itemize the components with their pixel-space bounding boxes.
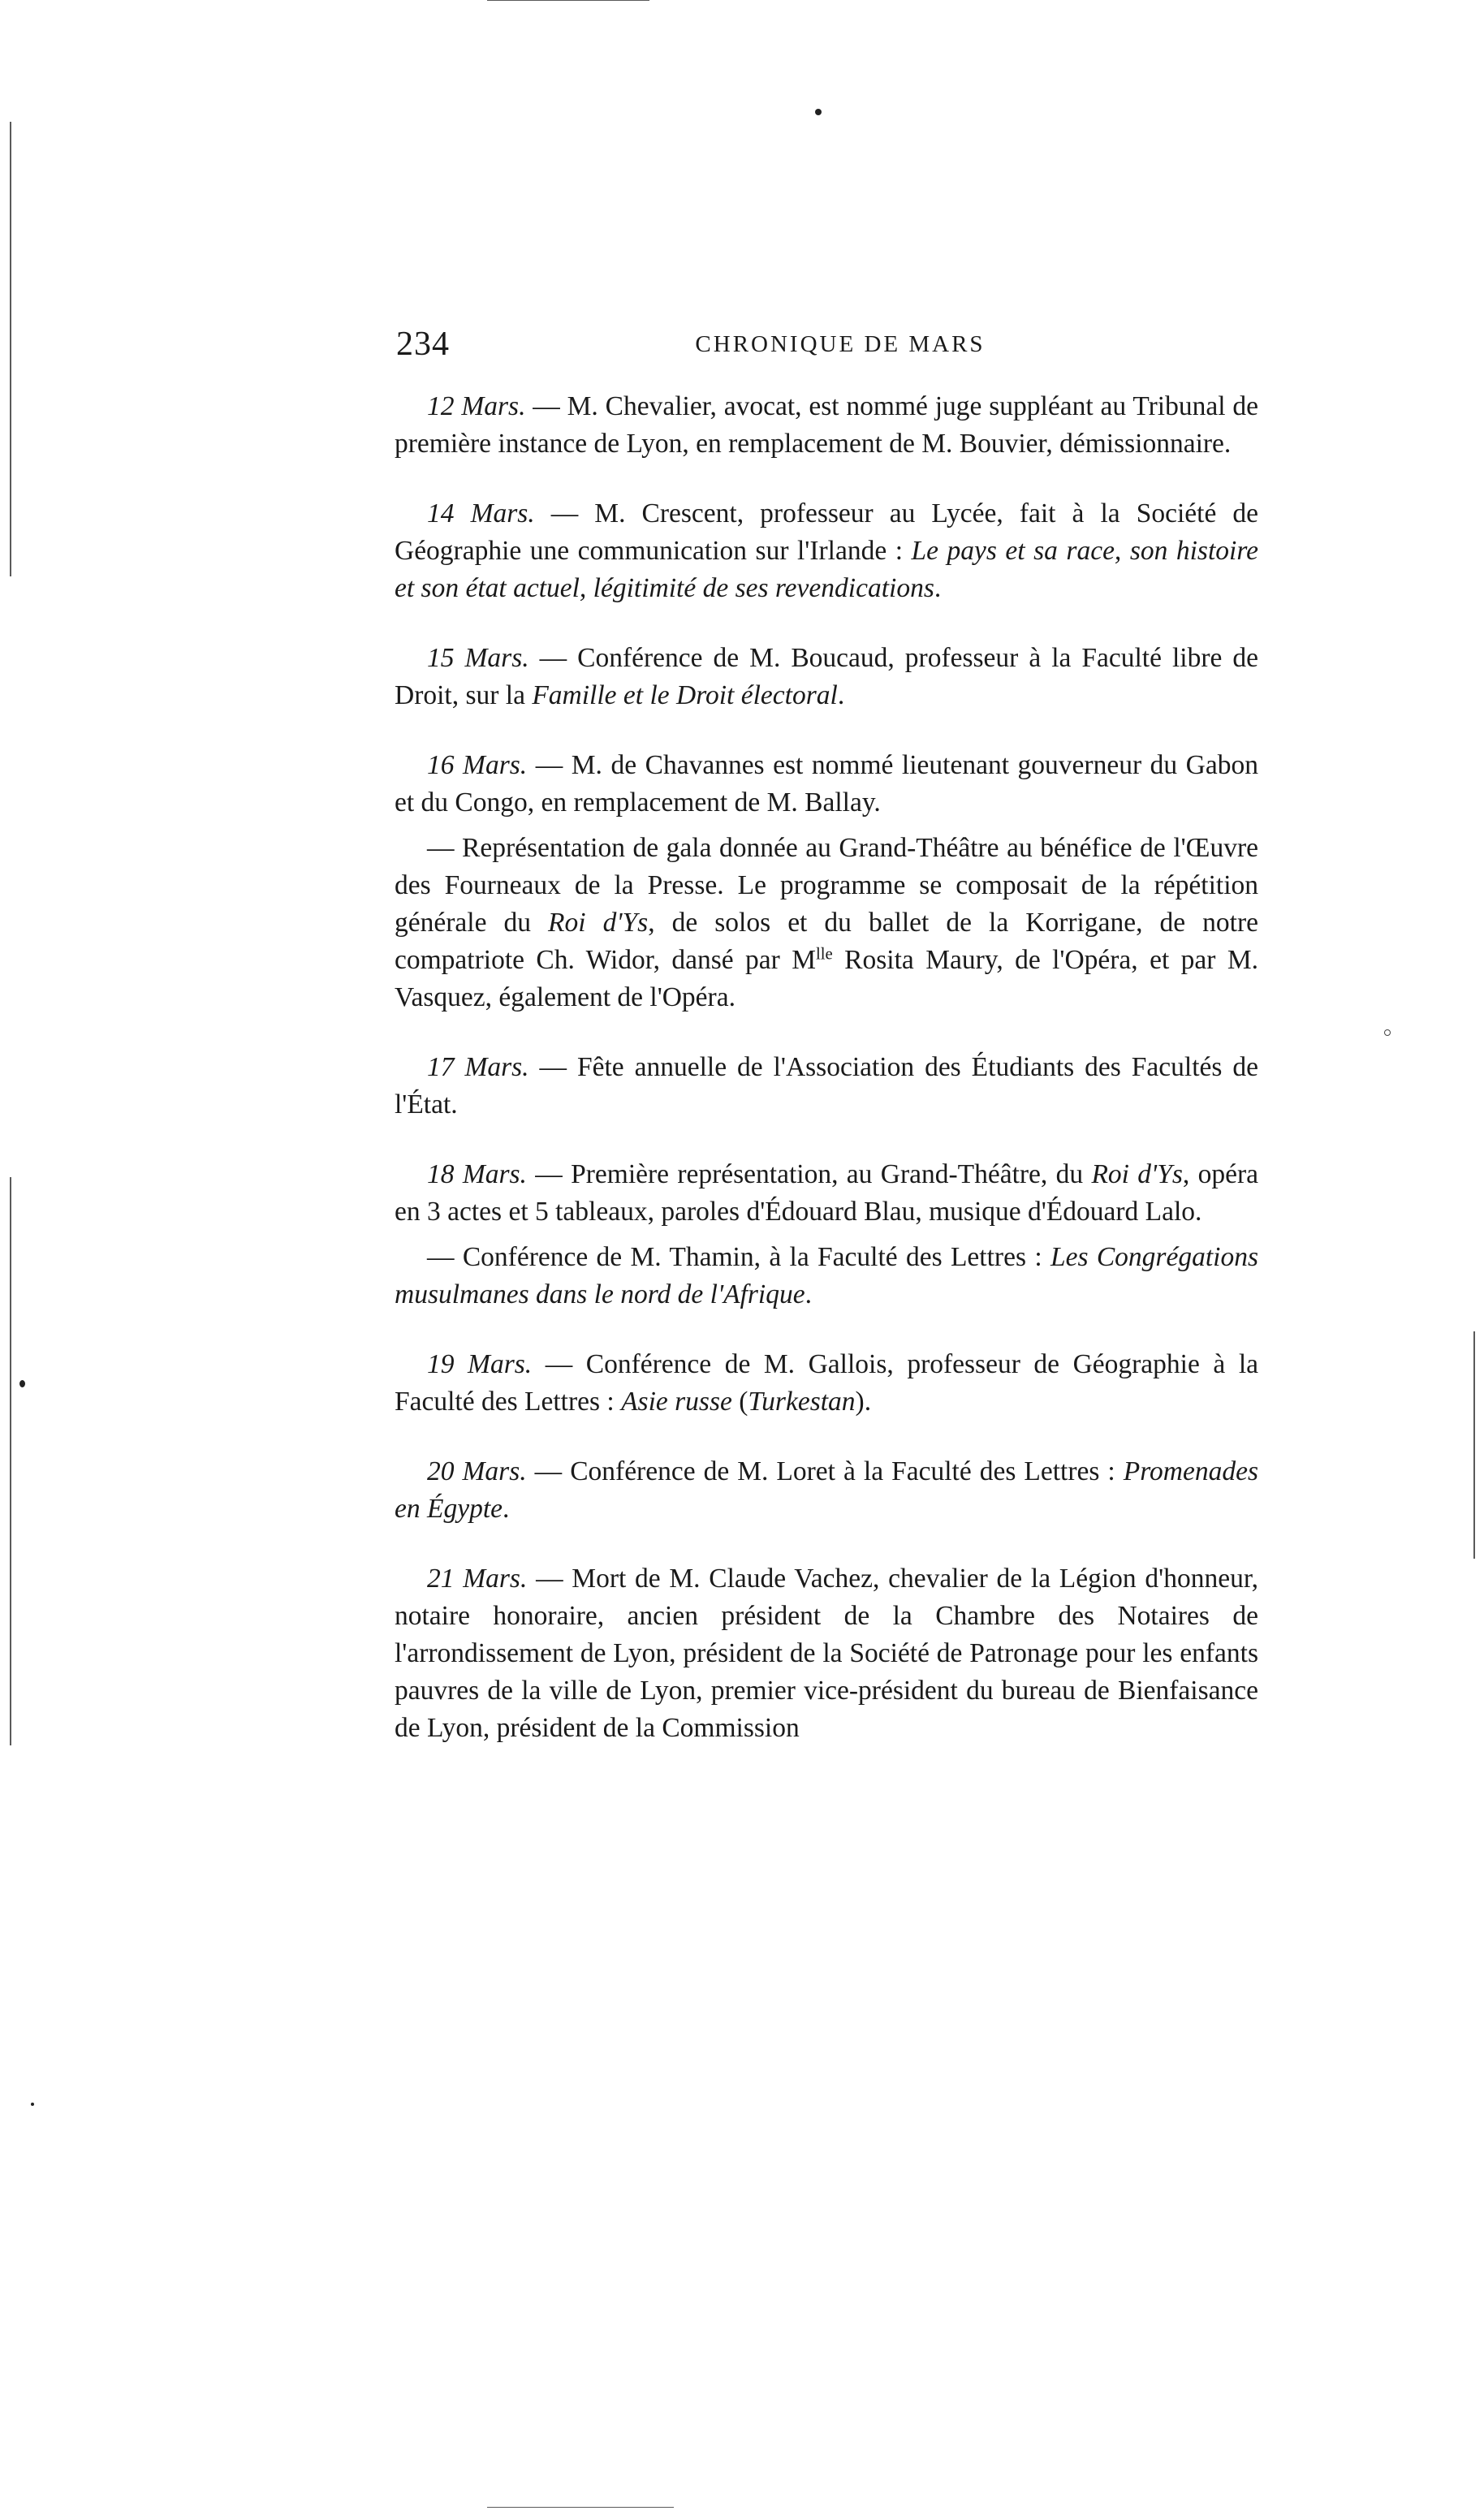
chronicle-entry xyxy=(395,1560,1258,1747)
scan-edge-bottom xyxy=(487,2507,674,2508)
entry-date: 15 Mars. xyxy=(427,643,529,673)
text-run: — M. Chevalier, avocat, est nommé juge suppléant au Tribunal de première instance de Lyon, en remplacement de M. Bouvier, démissionnaire. xyxy=(395,391,1258,459)
chronicle-entry xyxy=(395,1453,1258,1528)
chronicle-entry xyxy=(395,1156,1258,1314)
text-run: ( xyxy=(731,1387,748,1417)
italic-title: Roi d'Ys xyxy=(1091,1159,1183,1189)
entry-paragraph xyxy=(395,747,1258,822)
entry-paragraph xyxy=(395,640,1258,714)
italic-title: Turkestan xyxy=(748,1387,856,1417)
italic-title: Asie russe xyxy=(621,1387,732,1417)
scan-edge-left xyxy=(10,122,11,576)
italic-title: Famille et le Droit électoral xyxy=(532,680,838,710)
scan-speck xyxy=(31,2103,34,2106)
text-run: ). xyxy=(855,1387,872,1417)
text-run: . xyxy=(837,680,845,710)
entry-date: 17 Mars. xyxy=(427,1052,529,1082)
text-run: . xyxy=(805,1279,812,1309)
entry-paragraph xyxy=(395,1453,1258,1528)
chronicle-entry xyxy=(395,747,1258,1016)
entry-date: 18 Mars. xyxy=(427,1159,527,1189)
page-number: 234 xyxy=(396,326,450,363)
text-run: — Représentation de gala donnée au Grand-Théâtre au bénéfice de l'Œuvre des Fourneaux de la Presse. Le programme se composait de la répétition générale du xyxy=(395,833,1258,938)
chronicle-text xyxy=(395,388,1258,1779)
text-run: — Fête annuelle de l'Association des Étudiants des Facultés de l'État. xyxy=(395,1052,1258,1119)
superscript: lle xyxy=(816,944,833,964)
scan-speck xyxy=(815,109,822,115)
text-run: . xyxy=(934,573,942,603)
text-run: — Conférence de M. Gallois, professeur de Géographie à la Faculté des Lettres : xyxy=(395,1349,1259,1417)
scan-edge-left-lower xyxy=(10,1177,11,1745)
italic-title: Promenades en Égypte xyxy=(395,1456,1259,1524)
chronicle-entry xyxy=(395,495,1258,607)
entry-paragraph xyxy=(395,830,1258,1016)
entry-paragraph xyxy=(395,495,1258,607)
entry-date: 19 Mars. xyxy=(427,1349,533,1379)
running-title: CHRONIQUE DE MARS xyxy=(695,331,986,357)
entry-paragraph xyxy=(395,1239,1258,1314)
text-run: , de solos et du ballet de la Korrigane, de notre compatriote Ch. Widor, dansé par M xyxy=(395,908,1258,975)
text-run: Rosita Maury, de l'Opéra, et par M. Vasquez, également de l'Opéra. xyxy=(395,945,1259,1012)
text-run: — M. Crescent, professeur au Lycée, fait à la Société de Géographie une communication sur l'Irlande : xyxy=(395,498,1258,566)
text-run: — Conférence de M. Loret à la Faculté des Lettres : xyxy=(526,1456,1124,1486)
entry-date: 14 Mars. xyxy=(427,498,535,528)
text-run: , opéra en 3 actes et 5 tableaux, paroles d'Édouard Blau, musique d'Édouard Lalo. xyxy=(395,1159,1258,1227)
entry-paragraph xyxy=(395,1346,1258,1421)
page-header xyxy=(396,325,1260,373)
scan-edge-top xyxy=(487,0,649,1)
text-run: — Conférence de M. Thamin, à la Faculté des Lettres : xyxy=(427,1242,1050,1272)
entry-paragraph xyxy=(395,388,1258,463)
text-run: — M. de Chavannes est nommé lieutenant gouverneur du Gabon et du Congo, en remplacement de M. Ballay. xyxy=(395,750,1258,817)
entry-paragraph xyxy=(395,1156,1258,1231)
entry-date: 21 Mars. xyxy=(427,1564,528,1594)
italic-title: Roi d'Ys xyxy=(548,908,649,938)
entry-date: 12 Mars. xyxy=(427,391,526,421)
chronicle-entry xyxy=(395,640,1258,714)
italic-title: Les Congrégations musulmanes dans le nord de l'Afrique xyxy=(395,1242,1258,1309)
text-run: — Conférence de M. Boucaud, professeur à la Faculté libre de Droit, sur la xyxy=(395,643,1259,710)
entry-paragraph xyxy=(395,1560,1258,1747)
chronicle-entry xyxy=(395,1049,1258,1124)
entry-paragraph xyxy=(395,1049,1258,1124)
chronicle-entry xyxy=(395,1346,1258,1421)
italic-title: Le pays et sa race, son histoire et son état actuel, légitimité de ses revendications xyxy=(395,536,1258,603)
scan-speck xyxy=(19,1380,25,1387)
text-run: . xyxy=(503,1494,510,1524)
entry-date: 16 Mars. xyxy=(427,750,528,780)
entry-date: 20 Mars. xyxy=(427,1456,527,1486)
scan-edge-right xyxy=(1473,1331,1475,1559)
scan-speck xyxy=(1384,1029,1391,1036)
text-run: — Mort de M. Claude Vachez, chevalier de la Légion d'honneur, notaire honoraire, ancien président de la Chambre des Notaires de l'arrondissement de Lyon, président de la Société de Patronage pour les enfants pauvres de la ville de Lyon, premier vice-président du bureau de Bienfaisance de Lyon, président de la Commission xyxy=(395,1564,1259,1743)
text-run: — Première représentation, au Grand-Théâtre, du xyxy=(526,1159,1092,1189)
chronicle-entry xyxy=(395,388,1258,463)
